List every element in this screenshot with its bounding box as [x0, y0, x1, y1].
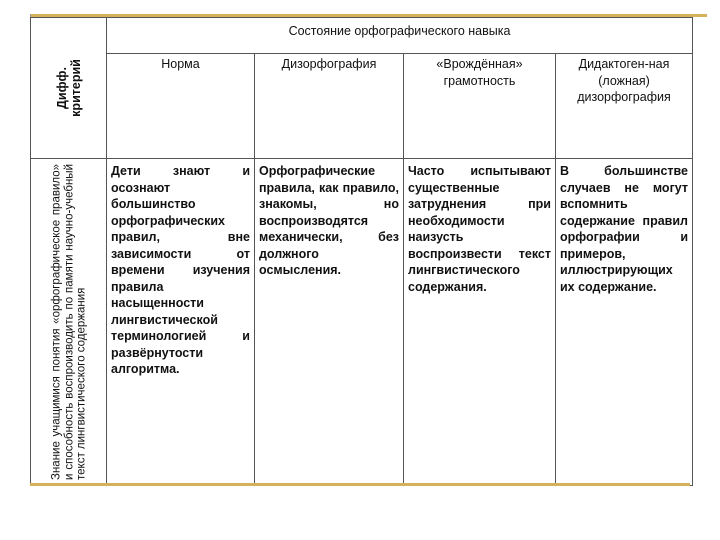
column-header-didactogenic: Дидактоген-ная (ложная) дизорфография: [556, 54, 693, 159]
cell-didactogenic: В большинстве случаев не могут вспомнить содержание правил орфографии и примеров, иллюстрирующих их содержание.: [556, 159, 693, 486]
criterion-header: [31, 18, 107, 159]
column-header-dysorthography: Дизорфография: [255, 54, 404, 159]
spelling-skill-table: [30, 17, 693, 486]
table-title: Состояние орфографического навыка: [107, 18, 693, 54]
cell-norm: Дети знают и осознают большинство орфографических правил, вне зависимости от времени изучения правила насыщенности лингвистической терминологией и развёрнутости алгоритма.: [107, 159, 255, 486]
bottom-accent-line: [30, 483, 690, 486]
cell-innate-literacy: Часто испытывают существенные затруднения при необходимости наизусть воспроизвести текст лингвистического содержания.: [404, 159, 556, 486]
column-header-norm: Норма: [107, 54, 255, 159]
row-label-text: Знание учащимися понятия «орфографическое правило» и способность воспроизводить по памяти научно-учебный текст лингвистического содержания: [49, 164, 87, 480]
criterion-header-text: Дифф. критерий: [54, 59, 83, 117]
row-label: [31, 159, 107, 486]
cell-dysorthography: Орфографические правила, как правило, знакомы, но воспроизводятся механически, без должного осмысления.: [255, 159, 404, 486]
column-header-innate-literacy: «Врождённая» грамотность: [404, 54, 556, 159]
